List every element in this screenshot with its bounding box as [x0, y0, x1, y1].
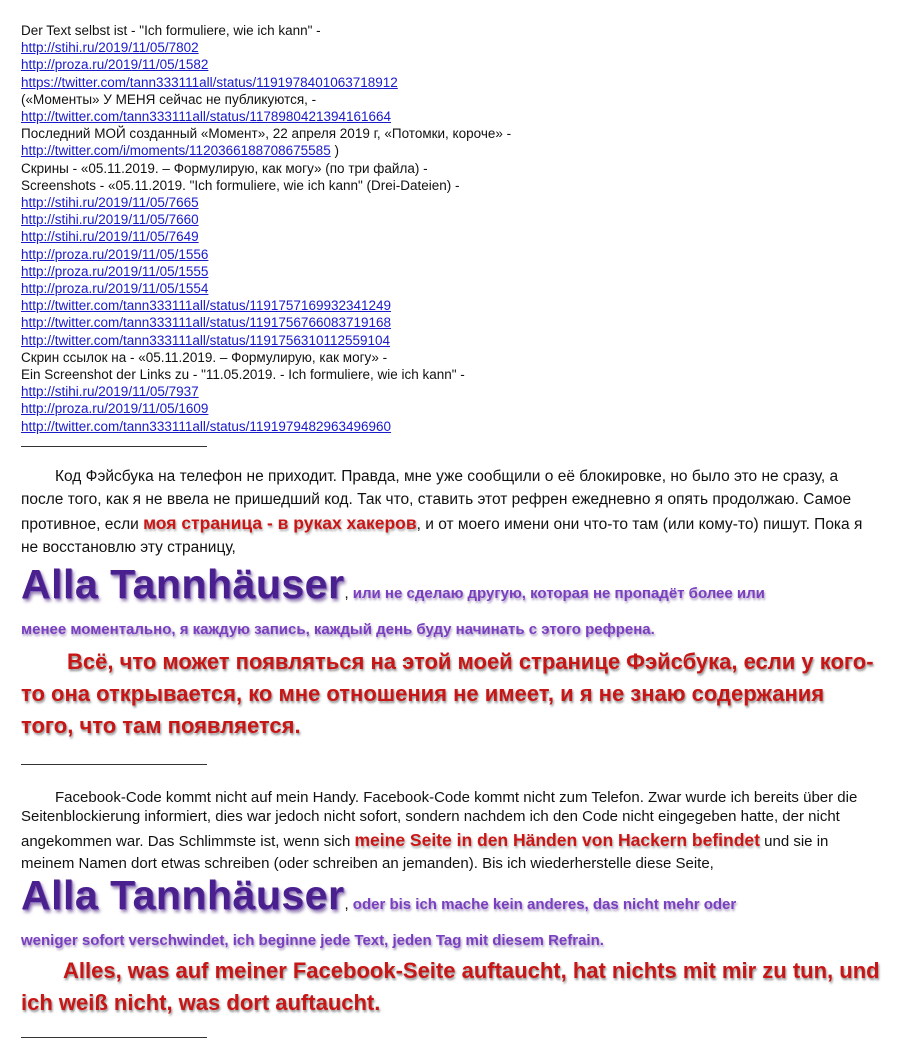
ru-paragraph-text: Код Фэйсбука на телефон не приходит. Правда, мне уже сообщили о её блокировке, но было это не сразу, а после того, как я не ввела не пришедший код. Так что, ставить этот рефрен ежедневно я опять продолжаю. Самое противное, если [21, 467, 852, 533]
comma: , [344, 584, 349, 602]
link-proza[interactable]: http://proza.ru/2019/11/05/1554 [21, 281, 209, 297]
link-stihi-7802[interactable]: http://stihi.ru/2019/11/05/7802 [21, 40, 199, 56]
author-name: Alla Tannhäuser [21, 560, 345, 607]
moments-note: («Моменты» У МЕНЯ сейчас не публикуются, - [21, 91, 317, 107]
link-twitter-moment[interactable]: http://twitter.com/i/moments/1120366188708675585 [21, 143, 331, 159]
link-proza[interactable]: http://proza.ru/2019/11/05/1555 [21, 263, 209, 279]
intro-text: Der Text selbst ist - "Ich formuliere, wie ich kann" - [21, 23, 321, 38]
ru-refrain [21, 646, 881, 742]
ru-paragraph-text-2: , и от моего имени они что-то там (или кому-то) пишут. Пока я не восстановлю эту страницу, [21, 515, 863, 557]
divider [21, 764, 207, 765]
de-paragraph-text: Facebook-Code kommt nicht auf mein Handy. Facebook-Code kommt nicht zum Telefon. Zwar wurde ich bereits über die Seitenblockierung informiert, dies war jedoch nicht sofort, sondern nachdem ich den Code nicht eingegeben hatte, der nicht angekommen war. Das Schlimmste ist, wenn sich [21, 788, 858, 850]
ru-paragraph [21, 465, 881, 560]
link-proza[interactable]: http://proza.ru/2019/11/05/1556 [21, 246, 209, 262]
document-page [21, 0, 881, 1038]
de-section [21, 788, 881, 1019]
de-name-block [21, 871, 881, 959]
last-moment-text: Последний МОЙ созданный «Момент», 22 апреля 2019 г, «Потомки, короче» - [21, 126, 512, 142]
author-name: Alla Tannhäuser [21, 871, 345, 918]
divider [21, 446, 207, 447]
link-proza[interactable]: http://proza.ru/2019/11/05/1609 [21, 401, 209, 417]
de-purple-text-2: weniger sofort verschwindet, ich beginne jede Text, jeden Tag mit diesem Refrain. [21, 931, 604, 949]
link-stihi[interactable]: http://stihi.ru/2019/11/05/7649 [21, 229, 199, 245]
closing-paren: ) [330, 143, 339, 159]
ru-purple-text-2: менее моментально, я каждую запись, каждый день буду начинать с этого рефрена. [21, 620, 655, 638]
ru-section [21, 465, 881, 742]
ru-name-block [21, 560, 881, 648]
link-stihi[interactable]: http://stihi.ru/2019/11/05/7937 [21, 384, 199, 400]
screens-ru-text: Скрины - «05.11.2019. – Формулирую, как могу» (по три файла) - [21, 160, 428, 176]
link-twitter-status[interactable]: https://twitter.com/tann333111all/status/1191978401063718912 [21, 74, 398, 90]
links-screen-ru-text: Скрин ссылок на - «05.11.2019. – Формулирую, как могу» - [21, 349, 388, 365]
de-refrain [21, 955, 881, 1019]
ru-hacker-highlight: моя страница - в руках хакеров [143, 512, 417, 533]
link-stihi[interactable]: http://stihi.ru/2019/11/05/7660 [21, 212, 199, 228]
ru-refrain-text: Всё, что может появляться на этой моей странице Фэйсбука, если у кого-то она открывается, ко мне отношения не имеет, и я не знаю содержания того, что там появляется. [21, 648, 874, 738]
link-twitter-status[interactable]: http://twitter.com/tann333111all/status/1191756310112559104 [21, 332, 391, 348]
screens-de-text: Screenshots - «05.11.2019. "Ich formuliere, wie ich kann" (Drei-Dateien) - [21, 177, 460, 193]
link-twitter-status[interactable]: http://twitter.com/tann333111all/status/1191756766083719168 [21, 315, 392, 331]
divider [21, 1037, 207, 1038]
link-twitter-status[interactable]: http://twitter.com/tann333111all/status/1191979482963496960 [21, 418, 392, 434]
de-purple-text: oder bis ich mache kein anderes, das nicht mehr oder [348, 895, 737, 913]
links-screen-de-text: Ein Screenshot der Links zu - "11.05.2019. - Ich formuliere, wie ich kann" - [21, 367, 465, 383]
de-paragraph-text-2: und sie in meinem Namen dort etwas schreiben (oder schreiben an jemanden). Bis ich wiederherstelle diese Seite, [21, 832, 829, 872]
links-block [21, 22, 881, 435]
comma: , [344, 895, 349, 913]
link-proza-1582[interactable]: http://proza.ru/2019/11/05/1582 [21, 57, 209, 73]
de-paragraph [21, 788, 881, 873]
de-hacker-highlight: meine Seite in den Händen von Hackern befindet [354, 829, 760, 850]
link-twitter-status[interactable]: http://twitter.com/tann333111all/status/1191757169932341249 [21, 298, 392, 314]
link-stihi[interactable]: http://stihi.ru/2019/11/05/7665 [21, 195, 199, 211]
ru-purple-text: или не сделаю другую, которая не пропадёт более или [348, 584, 765, 602]
link-twitter-status[interactable]: http://twitter.com/tann333111all/status/1178980421394161664 [21, 109, 392, 125]
de-refrain-text: Alles, was auf meiner Facebook-Seite auftaucht, hat nichts mit mir zu tun, und ich weiß nicht, was dort auftaucht. [21, 957, 880, 1015]
